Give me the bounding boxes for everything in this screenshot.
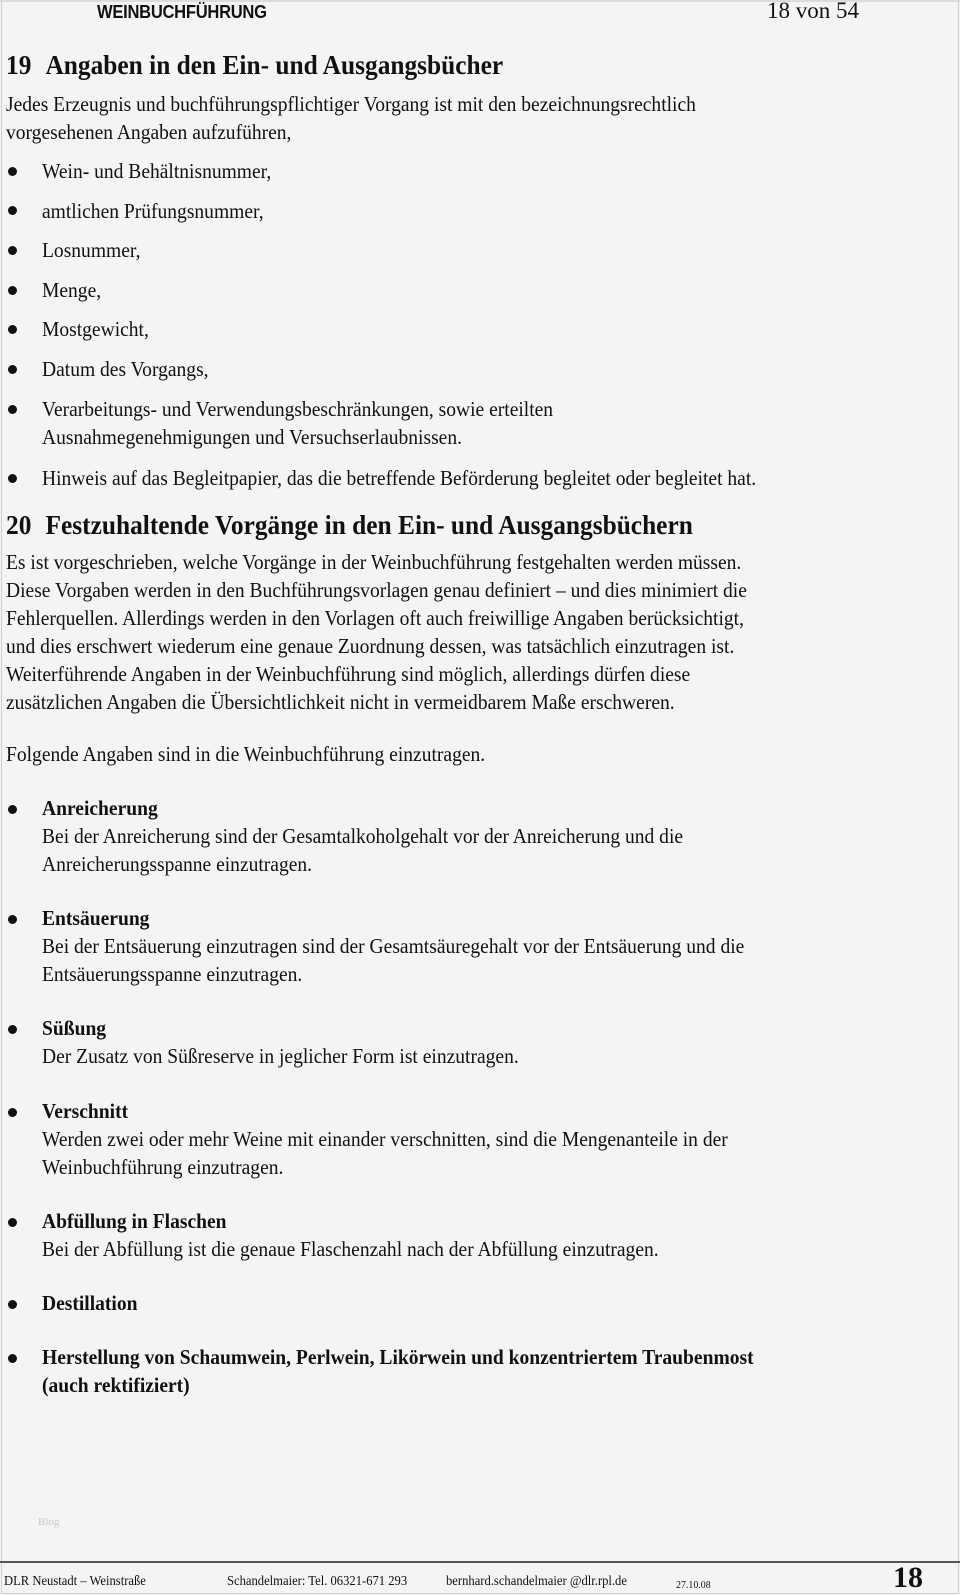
bullet-icon <box>8 246 17 255</box>
entry-text: Weinbuchführung einzutragen. <box>42 1155 284 1179</box>
footer-rule <box>0 1561 960 1563</box>
bullet-icon <box>8 1025 17 1034</box>
section-20-heading <box>6 509 693 541</box>
entry-text: Bei der Entsäuerung einzutragen sind der Gesamtsäuregehalt vor der Entsäuerung und die <box>42 934 745 958</box>
bullet-icon <box>8 365 17 374</box>
list-item: Wein- und Behältnisnummer, <box>42 159 272 183</box>
bullet-icon <box>8 474 17 483</box>
section-number: 19 <box>6 50 32 80</box>
bullet-icon <box>8 1300 17 1309</box>
paragraph-line: Es ist vorgeschrieben, welche Vorgänge in der Weinbuchführung festgehalten werden müssen. <box>6 550 742 574</box>
list-item-continued: Ausnahmegenehmigungen und Versuchserlaubnissen. <box>42 425 462 449</box>
entry-title-continued: (auch rektifiziert) <box>42 1373 190 1397</box>
section-title: Angaben in den Ein- und Ausgangsbücher <box>45 50 504 80</box>
entry-text: Der Zusatz von Süßreserve in jeglicher Form ist einzutragen. <box>42 1044 519 1068</box>
paragraph-line: und dies erschwert wiederum eine genaue Zuordnung dessen, was tatsächlich einzutragen ist. <box>6 634 735 658</box>
bullet-icon <box>8 1354 17 1363</box>
entry-title: Anreicherung <box>42 796 158 820</box>
list-item: Datum des Vorgangs, <box>42 357 209 381</box>
entry-title: Entsäuerung <box>42 906 150 930</box>
list-item: Hinweis auf das Begleitpapier, das die betreffende Beförderung begleitet oder begleitet hat. <box>42 466 757 490</box>
list-item: amtlichen Prüfungsnummer, <box>42 199 264 223</box>
list-item: Verarbeitungs- und Verwendungsbeschränkungen, sowie erteilten <box>42 397 554 421</box>
footer-org: DLR Neustadt – Weinstraße <box>4 1574 146 1589</box>
entry-text: Werden zwei oder mehr Weine mit einander verschnitten, sind die Mengenanteile in der <box>42 1127 728 1151</box>
entry-text: Anreicherungsspanne einzutragen. <box>42 852 313 876</box>
bullet-icon <box>8 286 17 295</box>
paragraph-line: Fehlerquellen. Allerdings werden in den Vorlagen oft auch freiwillige Angaben berücksichtigt, <box>6 606 744 630</box>
entry-title: Verschnitt <box>42 1099 129 1123</box>
bullet-icon <box>8 915 17 924</box>
list-item: Losnummer, <box>42 238 141 262</box>
footer-page-number: 18 <box>893 1561 923 1594</box>
section-title: Festzuhaltende Vorgänge in den Ein- und Ausgangsbüchern <box>45 510 693 540</box>
paragraph-line: Weiterführende Angaben in der Weinbuchführung sind möglich, allerdings dürfen diese <box>6 662 691 686</box>
footer-email: bernhard.schandelmaier @dlr.rpl.de <box>446 1574 627 1589</box>
entry-text: Entsäuerungsspanne einzutragen. <box>42 962 303 986</box>
paragraph-line: Diese Vorgaben werden in den Buchführungsvorlagen genau definiert – und dies minimiert die <box>6 578 747 602</box>
entry-title: Abfüllung in Flaschen <box>42 1209 227 1233</box>
bullet-icon <box>8 167 17 176</box>
page-indicator: 18 von 54 <box>767 0 859 23</box>
entry-text: Bei der Anreicherung sind der Gesamtalkoholgehalt vor der Anreicherung und die <box>42 824 684 848</box>
footer-date: 27.10.08 <box>676 1579 711 1591</box>
entry-text: Bei der Abfüllung ist die genaue Flaschenzahl nach der Abfüllung einzutragen. <box>42 1237 659 1261</box>
bullet-icon <box>8 405 17 414</box>
lead-sentence: Folgende Angaben sind in die Weinbuchführung einzutragen. <box>6 742 486 766</box>
entry-title: Destillation <box>42 1291 138 1315</box>
paragraph-line: zusätzlichen Angaben die Übersichtlichkeit nicht in vermeidbarem Maße erschweren. <box>6 690 675 714</box>
footer-contact: Schandelmaier: Tel. 06321-671 293 <box>227 1574 408 1589</box>
list-item: Mostgewicht, <box>42 317 149 341</box>
entry-title: Süßung <box>42 1016 107 1040</box>
intro-line: Jedes Erzeugnis und buchführungspflichtiger Vorgang ist mit den bezeichnungsrechtlich <box>6 92 696 116</box>
entry-title: Herstellung von Schaumwein, Perlwein, Likörwein und konzentriertem Traubenmost <box>42 1345 754 1369</box>
bullet-icon <box>8 206 17 215</box>
bullet-icon <box>8 805 17 814</box>
bullet-icon <box>8 1108 17 1117</box>
bullet-icon <box>8 325 17 334</box>
section-19-heading <box>6 49 503 81</box>
list-item: Menge, <box>42 278 102 302</box>
bullet-icon <box>8 1218 17 1227</box>
section-number: 20 <box>6 510 32 540</box>
watermark-text: Blog <box>38 1516 60 1528</box>
intro-line: vorgesehenen Angaben aufzuführen, <box>6 120 292 144</box>
running-title: WEINBUCHFÜHRUNG <box>97 2 267 22</box>
